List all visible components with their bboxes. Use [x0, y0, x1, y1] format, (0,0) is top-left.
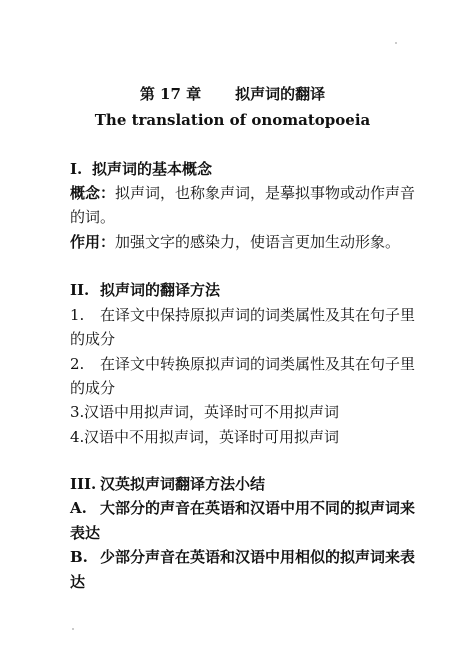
list-item: [70, 354, 415, 374]
chapter-title: [0, 84, 465, 104]
section-number: II.: [70, 281, 90, 299]
function-text: 加强文字的感染力，使语言更加生动形象。: [115, 233, 401, 251]
list-item-continued: 达: [70, 573, 86, 591]
section-heading-text: 拟声词的基本概念: [92, 160, 213, 178]
list-item: [70, 305, 415, 325]
item-letter: B.: [70, 548, 88, 566]
section-heading: [70, 474, 265, 494]
section-number: I.: [70, 160, 83, 178]
chapter-number: 第 17 章: [139, 85, 202, 103]
chapter-title-text: 拟声词的翻译: [235, 85, 326, 103]
function-line: [70, 232, 400, 252]
list-item-continued: 表达: [70, 524, 101, 542]
section-heading-text: 汉英拟声词翻译方法小结: [100, 475, 266, 493]
concept-line-continued: 的词。: [70, 208, 116, 226]
scan-speck: [395, 42, 397, 44]
item-number: 2.: [70, 355, 85, 373]
item-number: 3.: [70, 403, 85, 421]
scan-speck: [72, 628, 74, 630]
item-text: 汉语中不用拟声词，英译时可用拟声词: [84, 428, 340, 446]
section-heading: [70, 280, 220, 300]
item-number: 4.: [70, 428, 85, 446]
section-heading: [70, 159, 212, 179]
concept-text: 拟声词，也称象声词，是摹拟事物或动作声音: [115, 184, 416, 202]
list-item-continued: 的成分: [70, 379, 116, 397]
section-number: III.: [70, 475, 97, 493]
chapter-subtitle: The translation of onomatopoeia: [94, 111, 371, 129]
item-text: 在译文中转换原拟声词的词类属性及其在句子里: [100, 355, 416, 373]
item-text: 少部分声音在英语和汉语中用相似的拟声词来表: [100, 548, 416, 566]
list-item: [70, 427, 339, 447]
item-number: 1.: [70, 306, 85, 324]
section-heading-text: 拟声词的翻译方法: [100, 281, 221, 299]
list-item: [70, 547, 415, 567]
concept-label: 概念：: [70, 184, 116, 202]
item-text: 大部分的声音在英语和汉语中用不同的拟声词来: [100, 499, 416, 517]
concept-line: [70, 183, 415, 203]
list-item: [70, 498, 415, 518]
item-letter: A.: [70, 499, 87, 517]
function-label: 作用：: [70, 233, 116, 251]
list-item-continued: 的成分: [70, 330, 116, 348]
item-text: 在译文中保持原拟声词的词类属性及其在句子里: [100, 306, 416, 324]
list-item: [70, 402, 339, 422]
item-text: 汉语中用拟声词，英译时可不用拟声词: [84, 403, 340, 421]
